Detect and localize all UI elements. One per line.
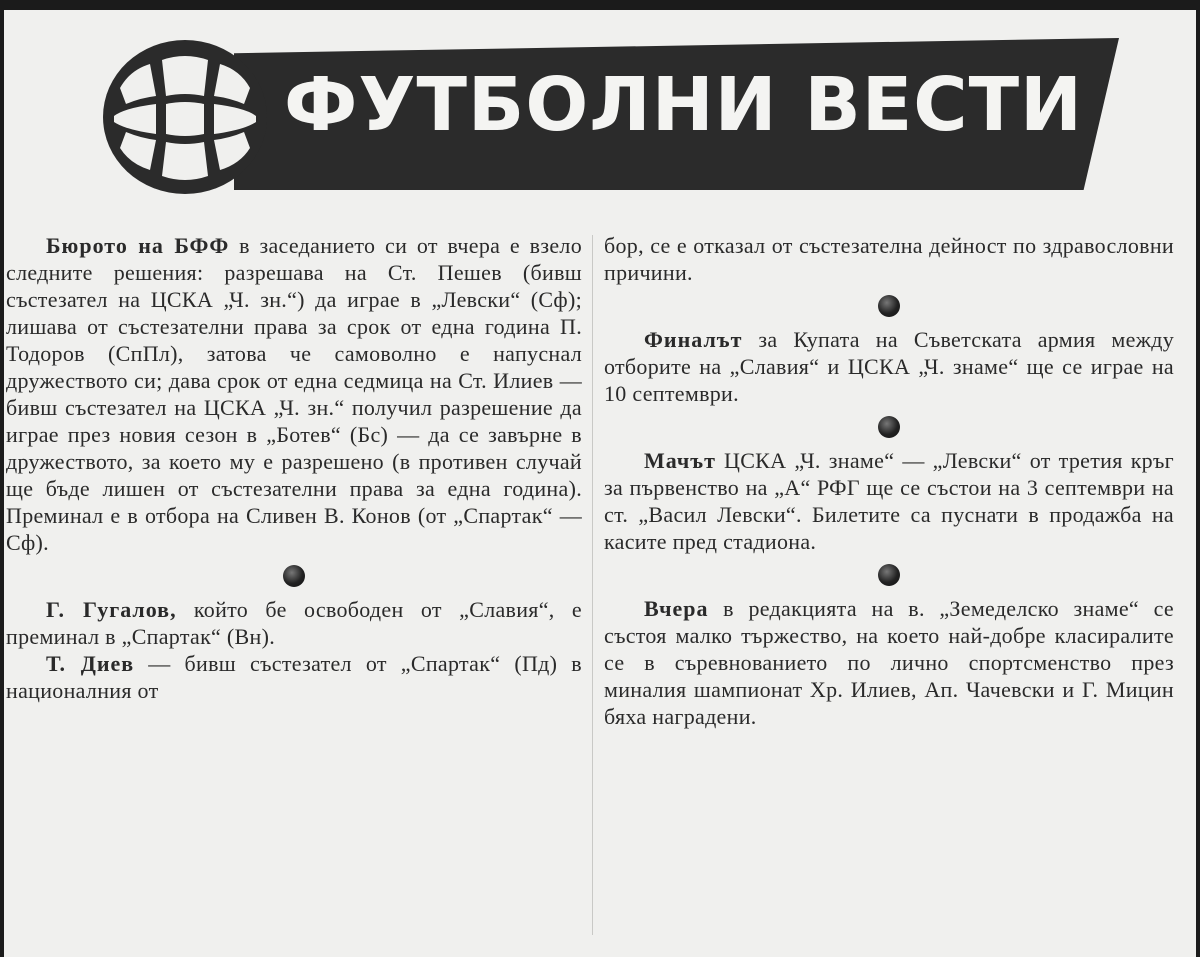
article-text: в заседанието си от вчера е взело следните решения: разрешава на Ст. Пешев (бивш състезател на ЦСКА „Ч. зн.“) да играе в „Левски“ (Сф); лишава от състезателни права за срок от една година П. Тодоров (СпПл), затова че самоволно е напуснал дружеството си; дава срок от една седмица на Ст. Илиев — бивш състезател на ЦСКА „Ч. зн.“ получил разрешение да играе през новия сезон в „Ботев“ (Бс) — да се завърне в дружеството, за което му е разрешено (в противен случай ще бъде лишен от състезателни права за една година). Преминал е в отбора на Сливен В. Конов (от „Спартак“ — Сф).	[6, 233, 582, 555]
separator	[6, 556, 582, 596]
column-divider	[592, 235, 593, 935]
article-text: за Купата на Съветската армия между отборите на „Славия“ и ЦСКА „Ч. знаме“ ще се играе на 10 септември.	[604, 327, 1174, 406]
article-gugalov	[6, 596, 582, 650]
article-lead: Вчера	[644, 596, 709, 621]
article-lead: Мачът	[644, 448, 716, 473]
page-title: ФУТБОЛНИ ВЕСТИ	[284, 62, 1083, 148]
bullet-dot-icon	[878, 564, 900, 586]
article-match	[604, 447, 1174, 555]
football-icon	[100, 38, 270, 196]
bullet-dot-icon	[878, 416, 900, 438]
article-lead: Финалът	[644, 327, 743, 352]
bullet-dot-icon	[878, 295, 900, 317]
separator	[604, 555, 1174, 595]
article-text: бор, се е отказал от състезателна дейност по здравословни причини.	[604, 233, 1174, 285]
article-cup-final	[604, 326, 1174, 407]
article-text: който бе освободен от „Славия“, е преминал в „Спартак“ (Вн).	[6, 597, 582, 649]
article-ceremony	[604, 595, 1174, 730]
article-text: в редакцията на в. „Земеделско знаме“ се състоя малко тържество, на което най-добре класиралите се в съревнованието по лично спортсменство през миналия шампионат Хр. Илиев, Ап. Чачевски и Г. Мицин бяха наградени.	[604, 596, 1174, 729]
article-text: ЦСКА „Ч. знаме“ — „Левски“ от третия кръг за първенство на „А“ РФГ ще се състои на 3 септември на ст. „Васил Левски“. Билетите са пуснати в продажба на касите пред стадиона.	[604, 448, 1174, 554]
article-diev-continued	[604, 232, 1174, 286]
right-column	[604, 232, 1174, 730]
bullet-dot-icon	[283, 565, 305, 587]
separator	[604, 407, 1174, 447]
article-text: — бивш състезател от „Спартак“ (Пд) в националния от	[6, 651, 582, 703]
article-bff	[6, 232, 582, 556]
newspaper-clipping	[4, 10, 1196, 957]
article-diev	[6, 650, 582, 704]
left-column	[6, 232, 582, 704]
article-lead: Г. Гугалов,	[46, 597, 177, 622]
article-lead: Бюрото на БФФ	[46, 233, 230, 258]
article-lead: Т. Диев	[46, 651, 135, 676]
separator	[604, 286, 1174, 326]
